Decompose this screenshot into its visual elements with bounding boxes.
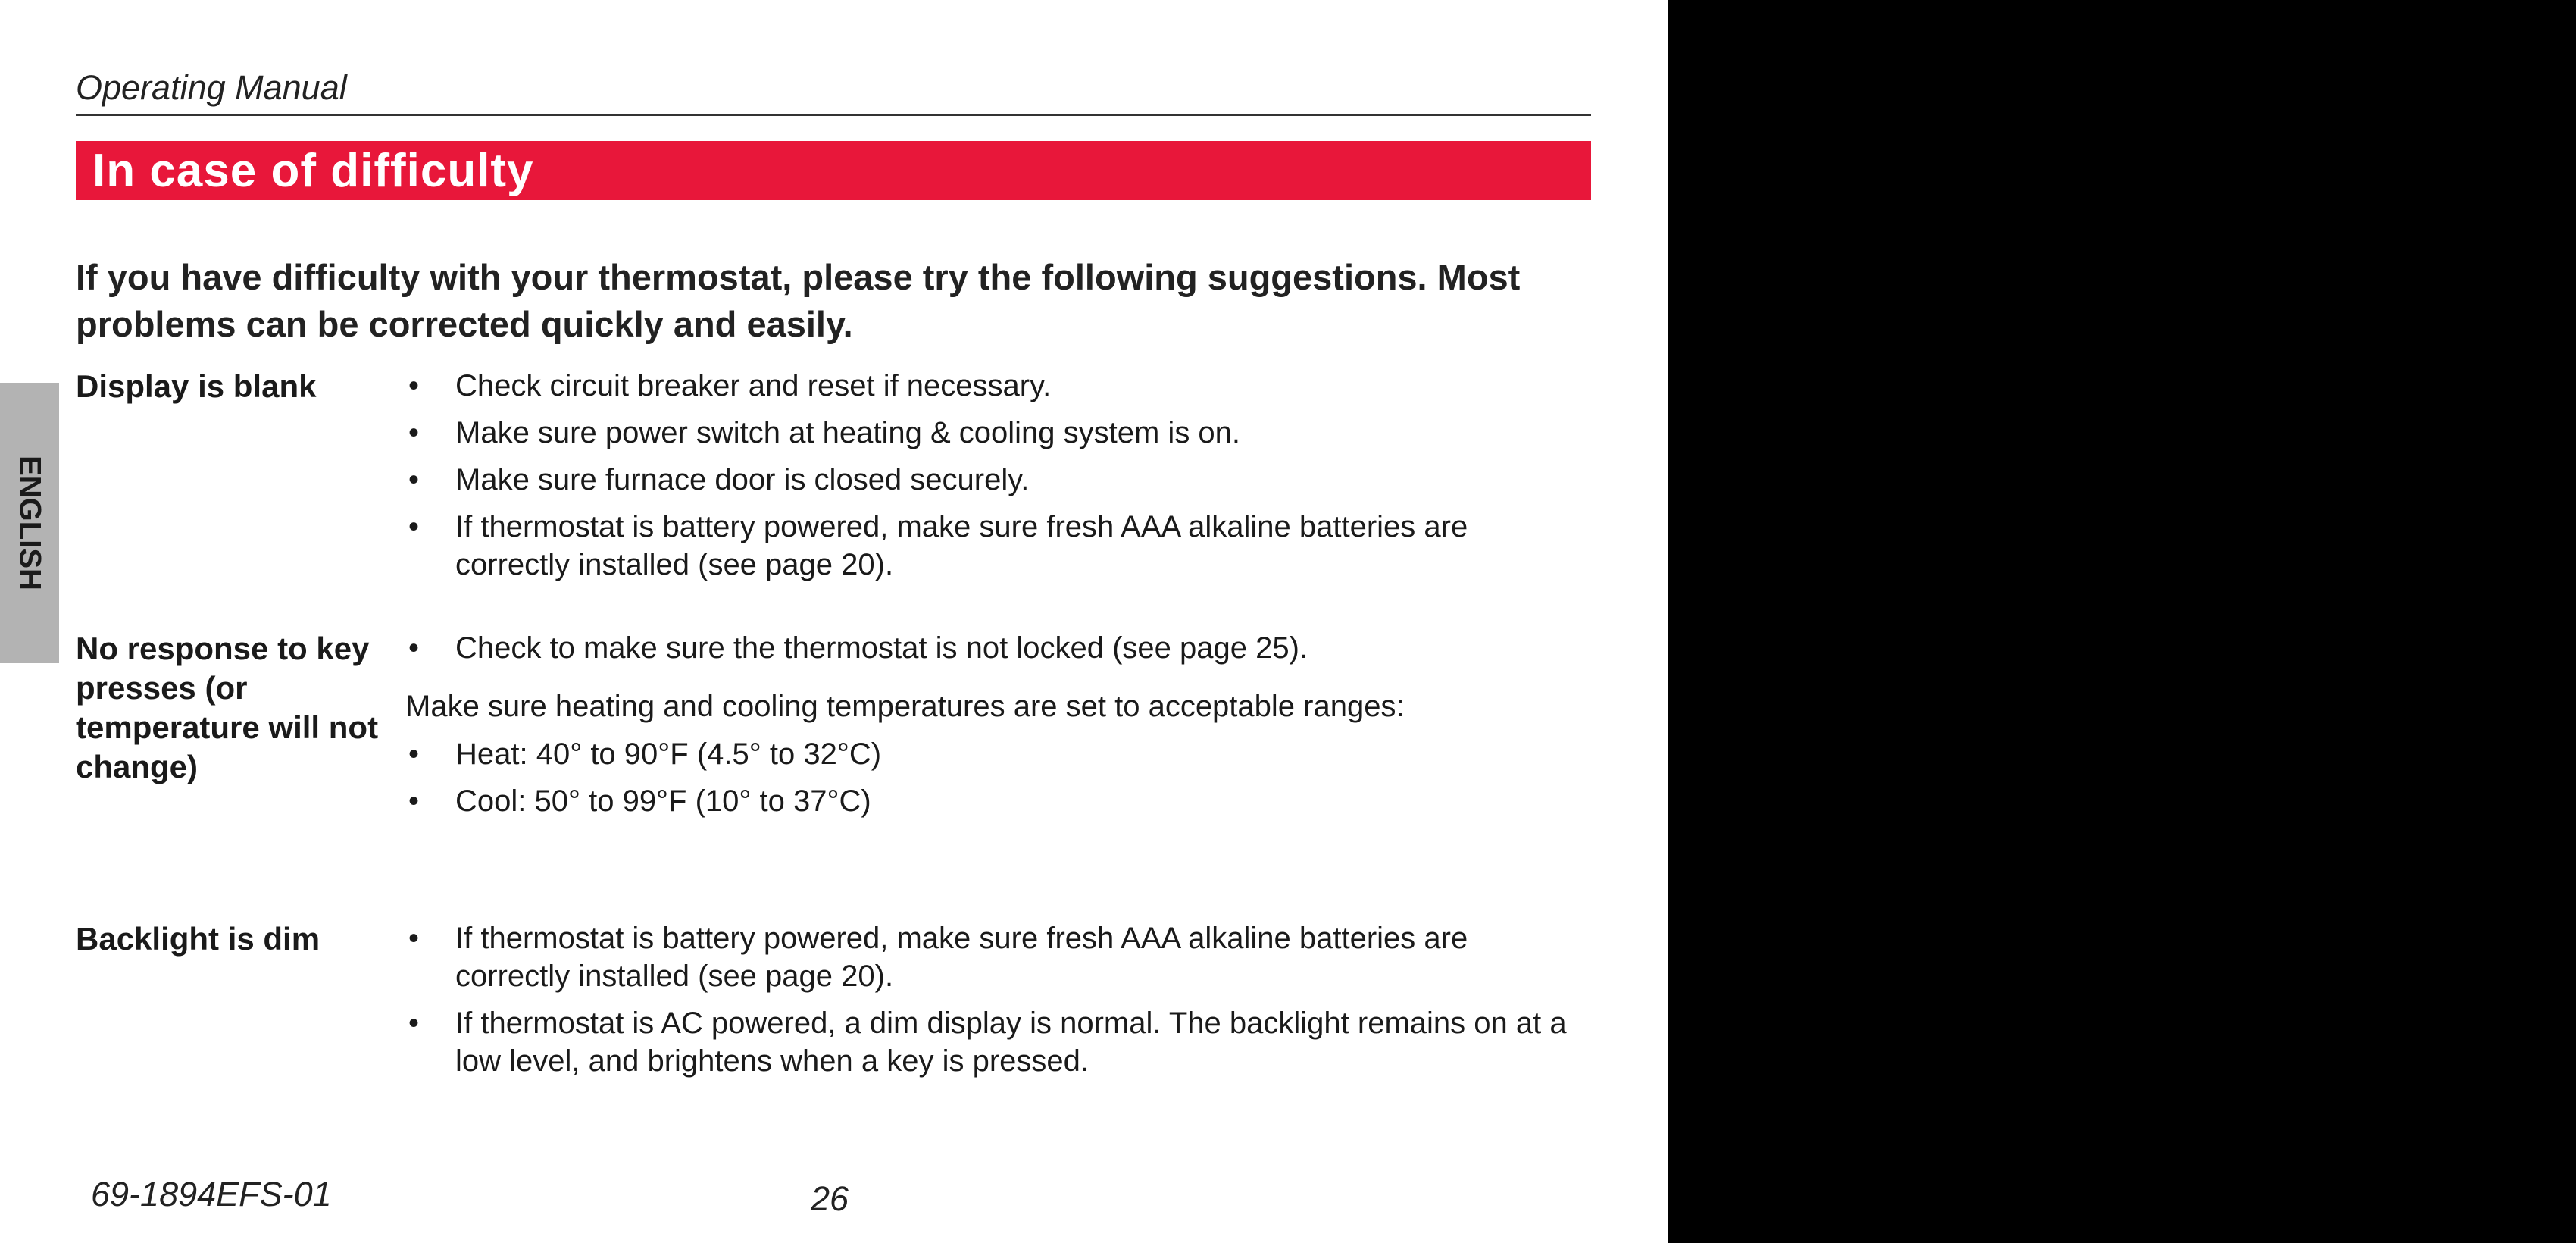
header-rule [76,114,1591,116]
temperature-range-note: Make sure heating and cooling temperatures are set to acceptable ranges: [405,690,1405,723]
issue-bullets-backlight-dim [405,919,1587,1089]
section-title: In case of difficulty [92,145,534,197]
list-item: • Make sure furnace door is closed securely. [405,461,1587,499]
list-item: • Check circuit breaker and reset if necessary. [405,367,1587,405]
section-title-bar [76,141,1591,200]
issue-label-no-response: No response to key presses (or temperature will not change) [76,631,379,784]
intro-text: If you have difficulty with your thermostat, please try the following suggestions. Most problems can be corrected quickly and easily. [76,257,1521,344]
document-number: 69-1894EFS-01 [91,1175,332,1213]
running-header: Operating Manual [76,68,347,107]
list-item: • Cool: 50° to 99°F (10° to 37°C) [405,782,1587,820]
page-number: 26 [811,1179,849,1218]
language-tab-label: ENGLISH [13,456,47,590]
list-item: • If thermostat is battery powered, make sure fresh AAA alkaline batteries are correctly installed (see page 20). [405,508,1587,584]
temperature-range-bullets [405,735,1587,829]
list-item: • Heat: 40° to 90°F (4.5° to 32°C) [405,735,1587,773]
issue-bullets-no-response [405,629,1587,676]
list-item: • Check to make sure the thermostat is not locked (see page 25). [405,629,1587,667]
issue-label-backlight-dim: Backlight is dim [76,921,320,957]
list-item: • Make sure power switch at heating & cooling system is on. [405,414,1587,452]
list-item: • If thermostat is AC powered, a dim display is normal. The backlight remains on at a low level, and brightens when a key is pressed. [405,1004,1587,1080]
issue-label-display-blank: Display is blank [76,368,317,404]
language-tab [0,383,59,663]
issue-bullets-display-blank [405,367,1587,593]
list-item: • If thermostat is battery powered, make sure fresh AAA alkaline batteries are correctly installed (see page 20). [405,919,1587,995]
